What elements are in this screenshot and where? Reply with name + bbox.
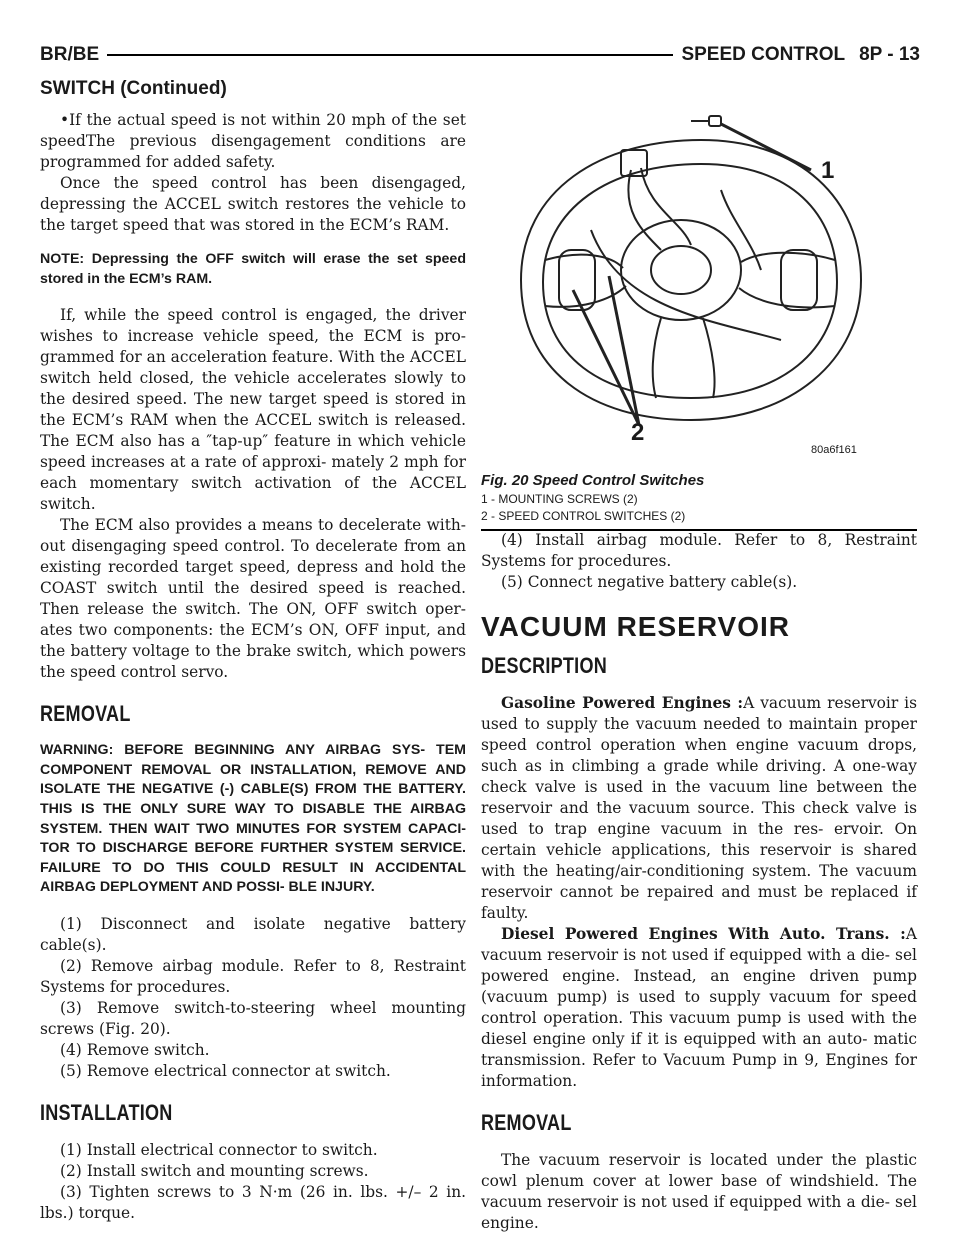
vacuum-removal-heading: REMOVAL: [481, 1110, 572, 1135]
diesel-label: Diesel Powered Engines With Auto. Trans. :: [501, 925, 906, 943]
paragraph-bullet: •If the actual speed is not within 20 mph of the set speedThe previous disengagement conditions are programmed for added safety.: [40, 111, 466, 171]
paragraph-accel-restore: Once the speed control has been disengaged, depressing the ACCEL switch restores the vehicle to the target speed that was stored in the ECM’s RAM.: [40, 174, 466, 234]
section-heading-vacuum-reservoir: VACUUM RESERVOIR: [481, 611, 791, 642]
removal-step: (5) Remove electrical connector at switch.: [60, 1061, 391, 1080]
paragraph-diesel: [481, 924, 917, 1092]
paragraph-decelerate: The ECM also provides a means to decelerate with- out disengaging speed control. To decelerate from an existing recorded target speed, depress and hold the COAST switch until the desired speed is reached. Then release the switch. The ON, OFF switch oper- ates two components: the ECM’s ON, OFF input, and the battery voltage to the brake switch, which powers the speed control servo.: [40, 516, 466, 682]
legend-item: 1 - MOUNTING SCREWS (2): [481, 492, 638, 506]
installation-heading: INSTALLATION: [40, 1099, 173, 1125]
page-header: [40, 44, 920, 74]
figure-speed-control-switches: [481, 110, 917, 530]
airbag-warning: WARNING: BEFORE BEGINNING ANY AIRBAG SYS- TEM COMPONENT REMOVAL OR INSTALLATION, REMOVE AND ISOLATE THE NEGATIVE (-) CABLE(S) FROM THE BATTERY. THIS IS THE ONLY SURE WAY TO DISABLE THE AIRBAG SYSTEM. THEN WAIT TWO MINUTES FOR SYSTEM CAPACI- TOR TO DISCHARGE BEFORE FURTHER SYSTEM SERVICE. FAILURE TO DO THIS COULD RESULT IN ACCIDENTAL AIRBAG DEPLOYMENT AND POSSI- BLE INJURY.: [40, 742, 466, 896]
install-step: (1) Install electrical connector to switch.: [60, 1140, 378, 1159]
removal-step: (1) Disconnect and isolate negative battery cable(s).: [40, 914, 466, 954]
removal-step: (2) Remove airbag module. Refer to 8, Restraint Systems for procedures.: [40, 956, 466, 996]
header-model: BR/BE: [40, 44, 107, 66]
gasoline-label: Gasoline Powered Engines :: [501, 694, 744, 712]
paragraph-acceleration: If, while the speed control is engaged, the driver wishes to increase vehicle speed, the ECM is pro- grammed for an acceleration feature. With the ACCEL switch held closed, the vehicle accelerates slowly to the desired speed. The new target speed is stored in the ECM’s RAM when the ACCEL switch is released. The ECM also has a ″tap-up″ feature in which vehicle speed increases at a rate of approxi- mately 2 mph for each momentary switch activation of the ACCEL switch.: [40, 306, 466, 514]
paragraph-gasoline: [481, 693, 917, 924]
header-page: 8P - 13: [859, 44, 920, 65]
removal-step: (3) Remove switch-to-steering wheel mounting screws (Fig. 20).: [40, 998, 466, 1038]
continued-heading: SWITCH (Continued): [40, 78, 227, 99]
figure-code: 80a6f161: [811, 444, 857, 456]
removal-heading: REMOVAL: [40, 701, 131, 727]
legend-item: 2 - SPEED CONTROL SWITCHES (2): [481, 509, 686, 523]
figure-rule: [481, 529, 917, 531]
install-step: (2) Install switch and mounting screws.: [60, 1161, 369, 1180]
left-column: [40, 110, 466, 1224]
description-heading: DESCRIPTION: [481, 653, 607, 678]
diesel-text: A vacuum reservoir is not used if equipped with a die- sel powered engine. Instead, an engine driven pump (vacuum pump) is used to supply vacuum for speed control operation. This vacuum pump is used with the diesel engine only if it is equipped with an auto- matic transmission. Refer to Vacuum Pump in 9, Engines for information.: [481, 925, 917, 1090]
right-column: [481, 110, 917, 1234]
figure-caption: Fig. 20 Speed Control Switches: [481, 472, 705, 489]
steering-wheel-illustration: [481, 110, 917, 450]
install-step: (5) Connect negative battery cable(s).: [501, 573, 798, 591]
header-title: SPEED CONTROL: [681, 44, 846, 65]
note-off-switch: NOTE: Depressing the OFF switch will erase the set speed stored in the ECM’s RAM.: [40, 251, 466, 287]
install-step: (4) Install airbag module. Refer to 8, Restraint Systems for procedures.: [481, 531, 917, 570]
removal-step: (4) Remove switch.: [60, 1040, 210, 1059]
gasoline-text: A vacuum reservoir is used to supply the vacuum needed to maintain proper speed control operation when engine vacuum drops, such as in climbing a grade while driving. A one-way check valve is used in the vacuum line between the reservoir and the vacuum source. This check valve is used to trap engine vacuum in the res- ervoir. On certain vehicle applications, this reservoir is shared with the heating/air-conditioning system. The vacuum reservoir cannot be repaired and must be replaced if faulty.: [481, 694, 917, 922]
callout-2: 2: [631, 419, 645, 446]
header-right: [673, 44, 920, 66]
install-step: (3) Tighten screws to 3 N·m (26 in. lbs. +/– 2 in. lbs.) torque.: [40, 1182, 466, 1222]
callout-1: 1: [821, 157, 835, 184]
paragraph-vacuum-removal: The vacuum reservoir is located under the plastic cowl plenum cover at lower base of windshield. The vacuum reservoir is not used if equipped with a die- sel engine.: [481, 1151, 917, 1232]
